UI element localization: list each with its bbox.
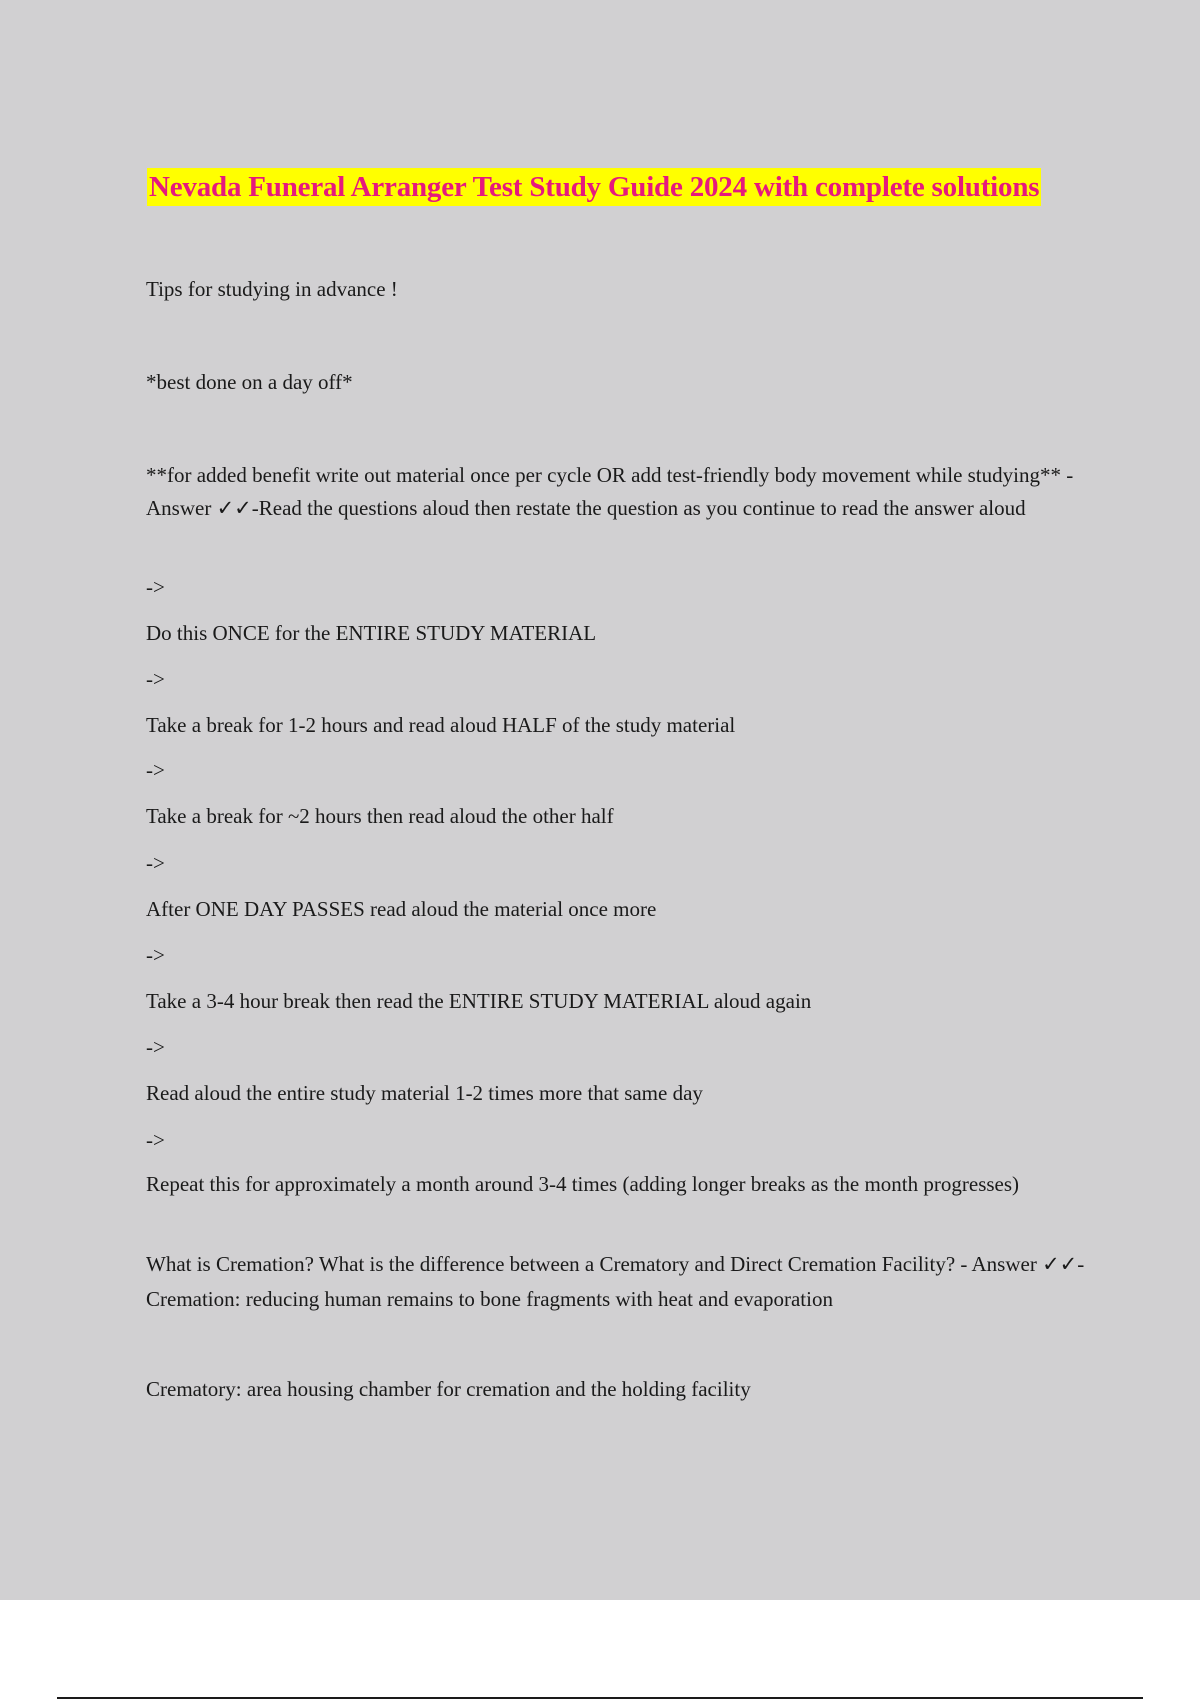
cremation-question: What is Cremation? What is the difference between a Crematory and Direct Cremation Facility? - Answer ✓✓-Cremation: reducing human remains to bone fragments with heat and evaporation — [146, 1252, 1085, 1311]
study-step-3: Take a break for ~2 hours then read aloud the other half — [146, 804, 614, 828]
arrow-1: -> — [146, 575, 165, 599]
crematory-definition: Crematory: area housing chamber for cremation and the holding facility — [146, 1377, 751, 1401]
study-step-7: Repeat this for approximately a month around 3-4 times (adding longer breaks as the month progresses) — [146, 1172, 1020, 1196]
footer-divider — [57, 1697, 1143, 1699]
study-step-4: After ONE DAY PASSES read aloud the material once more — [146, 897, 657, 921]
title-container — [147, 168, 1087, 206]
best-done-note: *best done on a day off* — [146, 370, 353, 394]
study-step-1: Do this ONCE for the ENTIRE STUDY MATERIAL — [146, 621, 597, 645]
study-step-5: Take a 3-4 hour break then read the ENTIRE STUDY MATERIAL aloud again — [146, 989, 812, 1013]
arrow-6: -> — [146, 1035, 165, 1059]
arrow-4: -> — [146, 851, 165, 875]
tips-heading: Tips for studying in advance ! — [146, 277, 398, 301]
document-title: Nevada Funeral Arranger Test Study Guide 2024 with complete solutions — [147, 168, 1041, 206]
arrow-7: -> — [146, 1128, 165, 1152]
arrow-5: -> — [146, 943, 165, 967]
arrow-3: -> — [146, 758, 165, 782]
study-step-2: Take a break for 1-2 hours and read aloud HALF of the study material — [146, 713, 736, 737]
arrow-2: -> — [146, 667, 165, 691]
study-step-6: Read aloud the entire study material 1-2 times more that same day — [146, 1081, 703, 1105]
added-benefit-paragraph: **for added benefit write out material once per cycle OR add test-friendly body movement while studying** - Answer ✓✓-Read the questions aloud then restate the question as you continue to read the answer aloud — [146, 463, 1074, 520]
